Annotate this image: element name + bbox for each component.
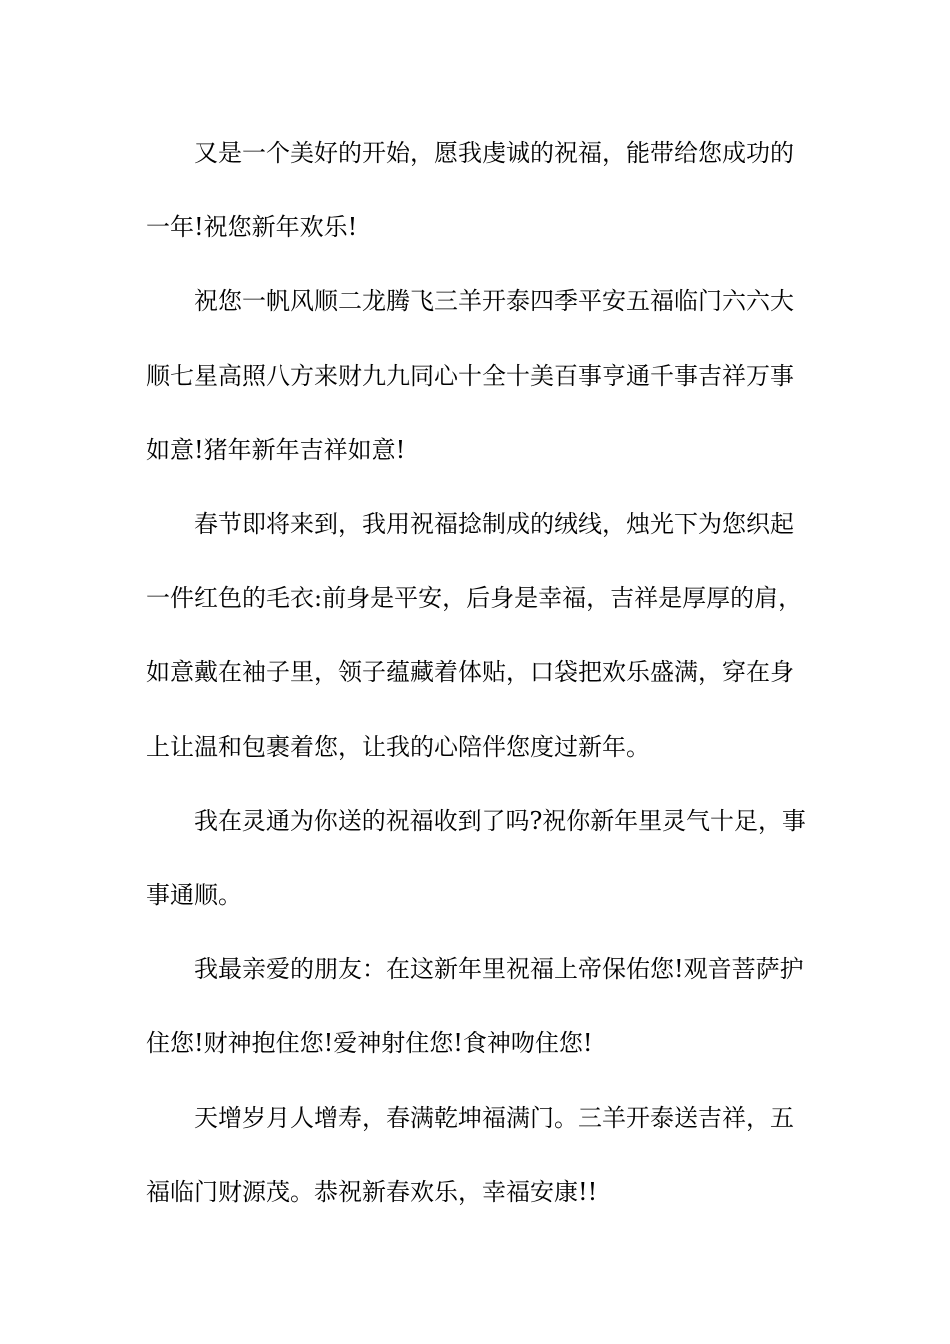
paragraph-3-line-2: 一件红色的毛衣:前身是平安，后身是幸福，吉祥是厚厚的肩， [146, 584, 803, 612]
paragraph-6-line-2: 福临门财源茂。恭祝新春欢乐，幸福安康!! [146, 1178, 598, 1206]
paragraph-5-line-2: 住您!财神抱住您!爱神射住您!食神吻住您! [146, 1029, 593, 1057]
paragraph-2-line-3: 如意!猪年新年吉祥如意! [146, 436, 406, 464]
paragraph-3-line-3: 如意戴在袖子里，领子蕴藏着体贴，口袋把欢乐盛满，穿在身 [146, 658, 794, 686]
paragraph-4-line-2: 事通顺。 [146, 881, 242, 909]
paragraph-6-line-1: 天增岁月人增寿，春满乾坤福满门。三羊开泰送吉祥，五 [194, 1104, 794, 1132]
paragraph-5-line-1: 我最亲爱的朋友：在这新年里祝福上帝保佑您!观音菩萨护 [194, 955, 804, 983]
paragraph-2-line-1: 祝您一帆风顺二龙腾飞三羊开泰四季平安五福临门六六大 [194, 287, 794, 315]
paragraph-1-line-2: 一年!祝您新年欢乐! [146, 213, 358, 241]
paragraph-3-line-4: 上让温和包裹着您，让我的心陪伴您度过新年。 [146, 733, 650, 761]
paragraph-2-line-2: 顺七星高照八方来财九九同心十全十美百事亨通千事吉祥万事 [146, 362, 794, 390]
paragraph-4-line-1: 我在灵通为你送的祝福收到了吗?祝你新年里灵气十足，事 [194, 807, 806, 835]
paragraph-3-line-1: 春节即将来到，我用祝福捻制成的绒线，烛光下为您织起 [194, 510, 794, 538]
paragraph-1-line-1: 又是一个美好的开始，愿我虔诚的祝福，能带给您成功的 [194, 139, 794, 167]
